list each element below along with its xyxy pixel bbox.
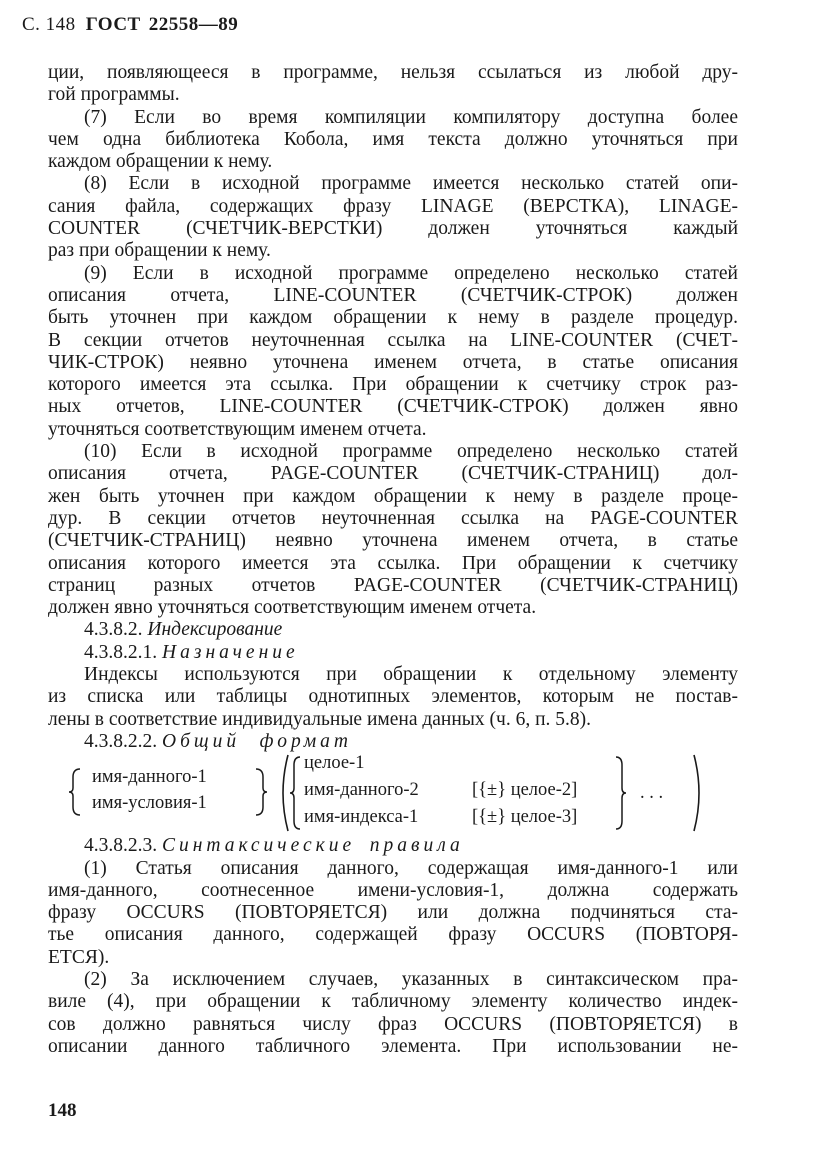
paragraph-continuation (48, 62, 738, 107)
text-line: каждом обращении к нему. (48, 151, 273, 173)
paragraph-9 (48, 263, 738, 441)
heading-number: 4.3.8.2. (84, 619, 143, 641)
heading-title-part1: Синтаксические (162, 835, 356, 857)
heading-title: Назначение (162, 641, 299, 663)
paragraph-7 (48, 107, 738, 174)
formula-integer-2: [{±} целое-2] (472, 780, 578, 801)
text-line: ции, появляющееся в программе, нельзя ссылаться из любой дру- (48, 62, 738, 83)
text-line: раз при обращении к нему. (48, 240, 271, 262)
page-header (22, 14, 238, 36)
text-line: из списка или таблицы однотипных элементов, которым не постав- (48, 686, 738, 708)
text-line: быть уточнен при каждом обращении к нему в разделе процедур. (48, 307, 738, 329)
text-line: гой программы. (48, 84, 180, 106)
text-line: COUNTER (СЧЕТЧИК-ВЕРСТКИ) должен уточняться каждый (48, 218, 738, 240)
section-heading-indexing (84, 619, 738, 641)
heading-title: Индексирование (147, 619, 283, 641)
text-line: жен быть уточнен при каждом обращении к нему в разделе проце- (48, 485, 738, 507)
right-brace-icon (614, 755, 628, 831)
text-line: (10) Если в исходной программе определено несколько статей (84, 441, 738, 463)
formula-integer-1: целое-1 (304, 753, 365, 774)
text-line: сов должно равняться числу фраз OCCURS (ПОВТОРЯЕТСЯ) в (48, 1013, 738, 1035)
standard-number: 22558—89 (148, 14, 239, 35)
syntax-rule-1 (48, 858, 738, 969)
formula-data-name-2: имя-данного-2 (304, 780, 419, 801)
text-line: (9) Если в исходной программе определено несколько статей (84, 262, 738, 284)
left-brace-icon (288, 755, 302, 831)
section-heading-syntax-rules (84, 835, 738, 857)
text-line: тье описания данного, содержащей фразу OCCURS (ПОВТОРЯ- (48, 924, 738, 946)
right-paren-icon (692, 753, 706, 833)
formula-index-name-1: имя-индекса-1 (304, 807, 419, 828)
formula-condition-name-1: имя-условия-1 (92, 793, 207, 814)
text-line: дур. В секции отчетов неуточненная ссылка на PAGE-COUNTER (48, 507, 738, 529)
text-line: ЕТСЯ). (48, 946, 110, 968)
text-line: (7) Если во время компиляции компилятору доступна более (84, 106, 738, 128)
standard-label: ГОСТ (85, 14, 141, 35)
text-line: которого имеется эта ссылка. При обращении к счетчику строк раз- (48, 374, 738, 396)
heading-number: 4.3.8.2.2. (84, 730, 158, 752)
text-line: виле (4), при обращении к табличному элементу количество индек- (48, 991, 738, 1013)
heading-title-part2: формат (259, 730, 353, 752)
text-line: описания отчета, PAGE-COUNTER (СЧЕТЧИК-СТРАНИЦ) дол- (48, 463, 738, 485)
right-brace-icon (252, 767, 268, 817)
heading-title-part1: Общий (162, 730, 241, 752)
heading-number: 4.3.8.2.3. (84, 835, 158, 857)
text-line: описании данного табличного элемента. При использовании не- (48, 1035, 738, 1057)
formula-integer-3: [{±} целое-3] (472, 807, 578, 828)
text-line: ЧИК-СТРОК) неявно уточнена именем отчета, в статье описания (48, 351, 738, 373)
body-text (48, 62, 738, 1058)
section-heading-general-format (84, 731, 738, 753)
section-heading-purpose (84, 642, 738, 664)
text-line: уточняться соответствующим именем отчета. (48, 418, 427, 440)
syntax-rule-2 (48, 969, 738, 1058)
text-line: (1) Статья описания данного, содержащая имя-данного-1 или (84, 857, 738, 879)
text-line: сания файла, содержащих фразу LINAGE (ВЕРСТКА), LINAGE- (48, 195, 738, 217)
page-number: 148 (48, 1100, 77, 1121)
text-line: страниц разных отчетов PAGE-COUNTER (СЧЕТЧИК-СТРАНИЦ) (48, 574, 738, 596)
paragraph-8 (48, 173, 738, 262)
text-line: описания которого имеется эта ссылка. При обращении к счетчику (48, 552, 738, 574)
text-line: (8) Если в исходной программе имеется несколько статей опи- (84, 173, 738, 195)
text-line: лены в соответствие индивидуальные имена данных (ч. 6, п. 5.8). (48, 708, 592, 730)
text-line: В секции отчетов неуточненная ссылка на LINE-COUNTER (СЧЕТ- (48, 329, 738, 351)
text-line: фразу OCCURS (ПОВТОРЯЕТСЯ) или должна подчиняться ста- (48, 902, 738, 924)
formula-ellipsis: . . . (640, 783, 664, 804)
text-line: должен явно уточняться соответствующим именем отчета. (48, 597, 537, 619)
text-line: ных отчетов, LINE-COUNTER (СЧЕТЧИК-СТРОК) должен явно (48, 396, 738, 418)
text-line: чем одна библиотека Кобола, имя текста должно уточняться при (48, 128, 738, 150)
text-line: (2) За исключением случаев, указанных в синтаксическом пра- (84, 968, 738, 990)
left-brace-icon (68, 767, 84, 817)
heading-title-part2: правила (369, 835, 464, 857)
paragraph-indexes (48, 664, 738, 731)
text-line: Индексы используются при обращении к отдельному элементу (84, 664, 738, 686)
text-line: описания отчета, LINE-COUNTER (СЧЕТЧИК-СТРОК) должен (48, 284, 738, 306)
syntax-format (48, 753, 738, 835)
text-line: имя-данного, соотнесенное имени-условия-1, должна содержать (48, 879, 738, 901)
heading-number: 4.3.8.2.1. (84, 641, 158, 663)
formula-data-name-1: имя-данного-1 (92, 767, 207, 788)
paragraph-10 (48, 441, 738, 619)
text-line: (СЧЕТЧИК-СТРАНИЦ) неявно уточнена именем отчета, в статье (48, 530, 738, 552)
page-ref: С. 148 (22, 14, 76, 35)
